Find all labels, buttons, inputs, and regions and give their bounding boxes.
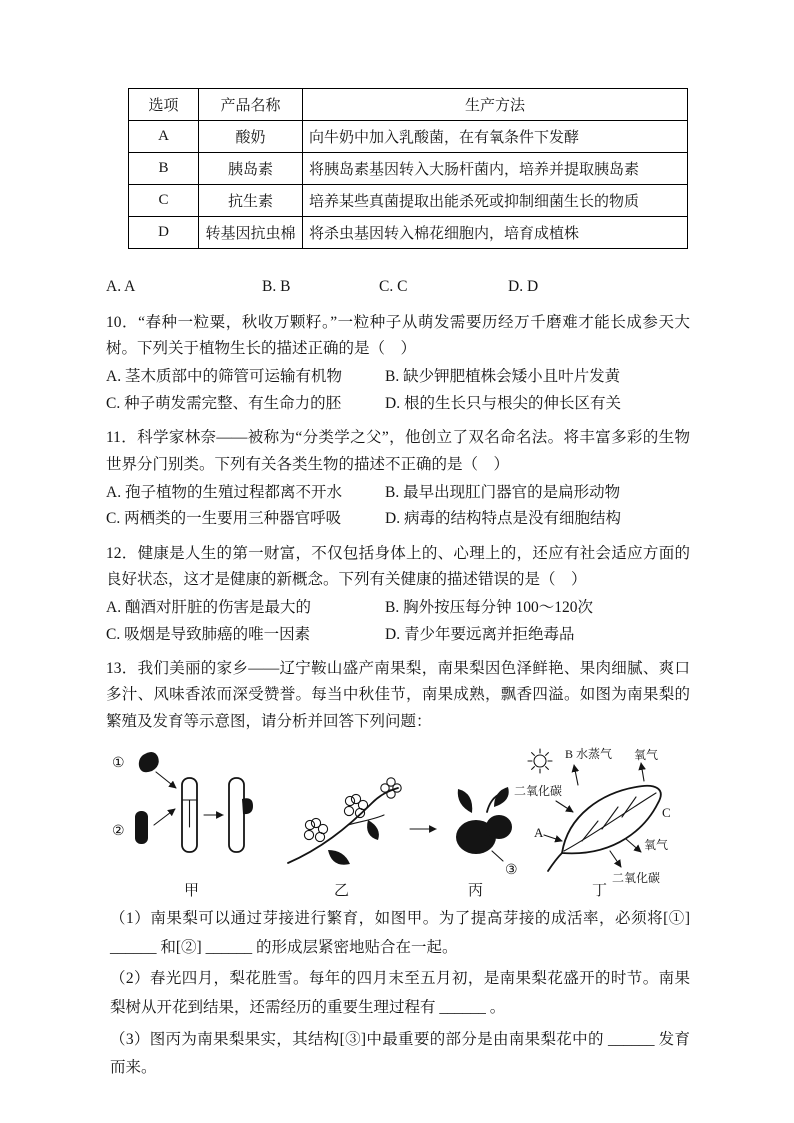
- table-row: [129, 217, 688, 249]
- question-11-option-d: D. 病毒的结构特点是没有细胞结构: [385, 510, 621, 528]
- question-13-sub-2: （2）春光四月，梨花胜雪。每年的四月末至五月初，是南果梨花盛开的时节。南果梨树从开花到结果，还需经历的重要生理过程有 ______ 。: [110, 970, 690, 1016]
- question-12-option-c: C. 吸烟是导致肺癌的唯一因素: [106, 625, 311, 643]
- question-10-option-a: A. 茎木质部中的筛管可运输有机物: [106, 368, 342, 386]
- table-cell-product: 转基因抗虫棉: [199, 217, 303, 249]
- table-cell-option: A: [129, 121, 199, 153]
- question-12-option-a: A. 酗酒对肝脏的伤害是最大的: [106, 599, 311, 617]
- pear-fruit-icon: [456, 787, 512, 861]
- choice-c: C. C: [379, 278, 408, 295]
- fig-label-c: C: [662, 804, 671, 820]
- question-10-option-d: D. 根的生长只与根尖的伸长区有关: [385, 394, 621, 412]
- question-10-option-c: C. 种子萌发需完整、有生命力的胚: [106, 394, 342, 412]
- table-row: [129, 185, 688, 217]
- question-10-options: [106, 364, 690, 417]
- table-header-row: [129, 89, 688, 121]
- sun-icon: [528, 749, 552, 773]
- table-cell-option: D: [129, 217, 199, 249]
- fig-label-circle1: ①: [112, 755, 125, 771]
- fig-label-b-water-vapor: B 水蒸气: [565, 746, 613, 761]
- fig-panel-bing: 丙: [468, 882, 484, 899]
- leaf-gas-exchange-icon: [528, 749, 661, 871]
- answer-choices-row: [106, 275, 690, 300]
- choice-a: A. A: [106, 278, 136, 295]
- choice-b: B. B: [262, 278, 291, 295]
- fig-label-oxygen-right: 氧气: [644, 837, 669, 852]
- table-cell-product: 抗生素: [199, 185, 303, 217]
- question-12-option-d: D. 青少年要远离并拒绝毒品: [385, 625, 575, 643]
- fig-label-oxygen-top: 氧气: [634, 747, 659, 762]
- question-10-stem: 10．“春种一粒粟，秋收万颗籽。”一粒种子从萌发需要历经万千磨难才能长成参天大树。下列关于植物生长的描述正确的是（ ）: [106, 313, 690, 358]
- table-header-product: 产品名称: [199, 89, 303, 121]
- question-11-options: [106, 480, 690, 533]
- question-10-option-b: B. 缺少钾肥植株会矮小且叶片发黄: [385, 368, 621, 386]
- question-11-option-b: B. 最早出现肛门器官的是扁形动物: [385, 483, 621, 501]
- fig-label-circle2: ②: [112, 823, 125, 839]
- question-11-option-a: A. 孢子植物的生殖过程都离不开水: [106, 483, 342, 501]
- table-cell-method: 将杀虫基因转入棉花细胞内，培育成植株: [303, 217, 688, 249]
- question-13-figure: [110, 745, 690, 899]
- question-13-sub-1: （1）南果梨可以通过芽接进行繁育，如图甲。为了提高芽接的成活率，必须将[①] ______ 和[②] ______ 的形成层紧密地贴合在一起。: [110, 909, 690, 956]
- fig-label-a: A: [534, 824, 544, 840]
- fig-panel-ding: 丁: [592, 882, 608, 899]
- table-row: [129, 121, 688, 153]
- choice-d: D. D: [508, 278, 539, 295]
- question-12-options: [106, 595, 690, 648]
- question-12-option-b: B. 胸外按压每分钟 100～120次: [385, 599, 593, 617]
- fig-label-circle3: ③: [505, 862, 518, 878]
- table-header-method: 生产方法: [303, 89, 688, 121]
- table-cell-product: 胰岛素: [199, 153, 303, 185]
- table-cell-option: C: [129, 185, 199, 217]
- table-cell-method: 培养某些真菌提取出能杀死或抑制细菌生长的物质: [303, 185, 688, 217]
- table-cell-method: 向牛奶中加入乳酸菌，在有氧条件下发酵: [303, 121, 688, 153]
- pear-propagation-diagram: [110, 745, 676, 899]
- question-11-stem: 11．科学家林奈——被称为“分类学之父”，他创立了双名命名法。将丰富多彩的生物世界分门别类。下列有关各类生物的描述不正确的是（ ）: [106, 429, 690, 473]
- table-row: [129, 153, 688, 185]
- question-12-stem: 12．健康是人生的第一财富，不仅包括身体上的、心理上的，还应有社会适应方面的良好状态，这才是健康的新概念。下列有关健康的描述错误的是（ ）: [106, 544, 690, 588]
- fig-panel-yi: 乙: [334, 882, 350, 899]
- fig-label-co2-bottom: 二氧化碳: [612, 870, 661, 885]
- flowering-branch-icon: [288, 778, 401, 865]
- biotech-products-table: [128, 88, 688, 249]
- table-cell-product: 酸奶: [199, 121, 303, 153]
- question-13-stem: 13．我们美丽的家乡——辽宁鞍山盛产南果梨，南果梨因色泽鲜艳、果肉细腻、爽口多汁、风味香浓而深受赞誉。每当中秋佳节，南果成熟，飘香四溢。如图为南果梨的繁殖及发育等示意图，请分析并回答下列问题：: [106, 659, 690, 730]
- graft-bud-icon: [135, 752, 253, 852]
- question-11-option-c: C. 两栖类的一生要用三种器官呼吸: [106, 510, 342, 528]
- fig-label-co2-left: 二氧化碳: [514, 783, 563, 798]
- fig-panel-jia: 甲: [184, 882, 200, 899]
- question-13-sub-3: （3）图丙为南果梨果实，其结构[③]中最重要的部分是由南果梨花中的 ______ 发育而来。: [110, 1030, 690, 1077]
- table-cell-method: 将胰岛素基因转入大肠杆菌内，培养并提取胰岛素: [303, 153, 688, 185]
- table-cell-option: B: [129, 153, 199, 185]
- table-header-option: 选项: [129, 89, 199, 121]
